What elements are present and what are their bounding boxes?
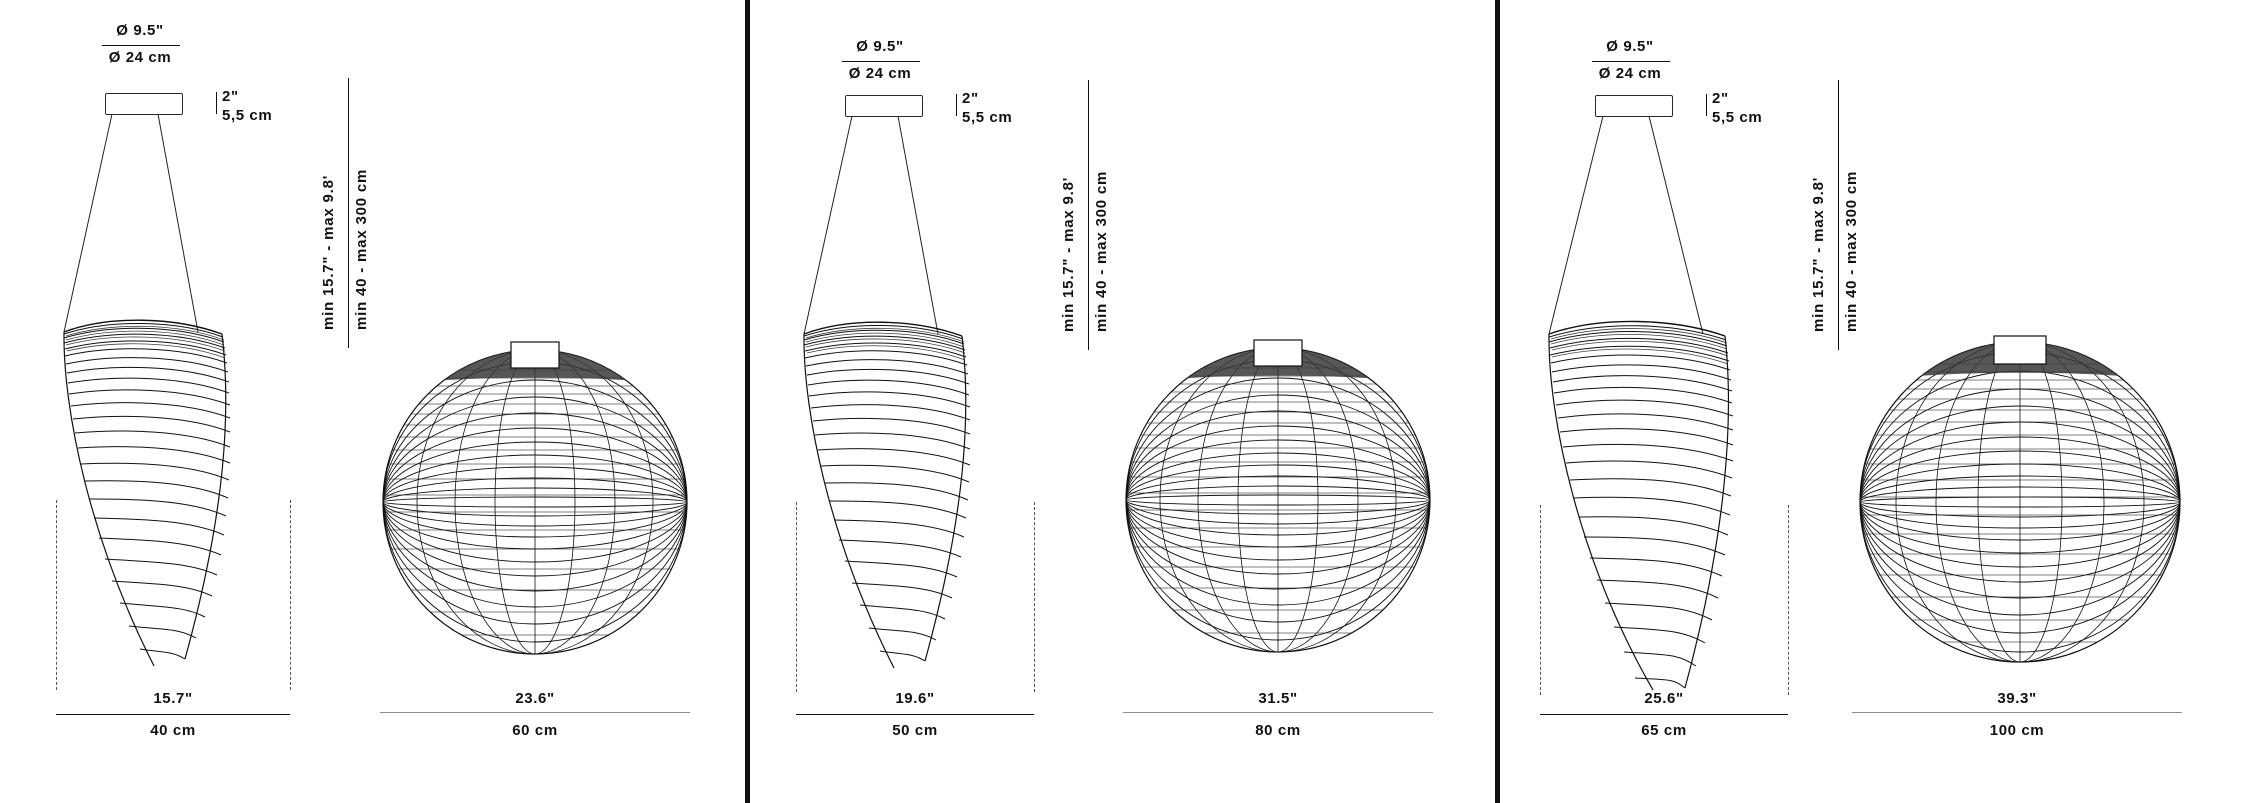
panel-size-large <box>1495 0 2245 803</box>
side-view-lamp <box>790 112 1050 672</box>
side-width-dim-line <box>796 714 1034 715</box>
front-width-inches: 31.5" <box>1258 690 1298 707</box>
suspension-range-cm: min 40 - max 300 cm <box>1843 170 1860 332</box>
canopy-height-inches: 2" <box>222 88 239 105</box>
front-view-lamp <box>1098 328 1458 658</box>
side-width-inches: 19.6" <box>895 690 935 707</box>
side-width-inches: 15.7" <box>153 690 193 707</box>
side-width-extension-left <box>1540 505 1541 695</box>
side-width-dim-line <box>1540 714 1788 715</box>
canopy-diameter-rule <box>102 45 180 46</box>
suspension-extent-line <box>1838 80 1839 350</box>
front-width-dim-line <box>380 712 690 713</box>
canopy-height-cm: 5,5 cm <box>962 109 1013 126</box>
canopy-height-cm: 5,5 cm <box>222 107 273 124</box>
suspension-extent-line <box>1088 80 1089 350</box>
canopy-diameter-cm: Ø 24 cm <box>108 49 172 66</box>
front-width-dim-line <box>1852 712 2182 713</box>
side-width-extension-left <box>56 500 57 690</box>
panel-size-medium <box>745 0 1495 803</box>
suspension-extent-line <box>348 78 349 348</box>
suspension-range-cm: min 40 - max 300 cm <box>353 168 370 330</box>
front-width-inches: 39.3" <box>1997 690 2037 707</box>
suspension-range-cm: min 40 - max 300 cm <box>1093 170 1110 332</box>
side-width-extension-right <box>1788 505 1789 695</box>
front-view-lamp <box>355 330 715 660</box>
front-width-cm: 60 cm <box>512 722 558 739</box>
canopy-diameter-inches: Ø 9.5" <box>1606 38 1654 55</box>
side-view-lamp <box>50 110 310 670</box>
front-width-cm: 100 cm <box>1989 722 2045 739</box>
side-width-extension-right <box>290 500 291 690</box>
canopy-diameter-inches: Ø 9.5" <box>116 22 164 39</box>
front-width-cm: 80 cm <box>1255 722 1301 739</box>
canopy-diameter-cm: Ø 24 cm <box>848 65 912 82</box>
panel-size-small <box>0 0 745 803</box>
canopy-diameter-rule <box>842 61 920 62</box>
front-view-lamp <box>1830 322 2210 667</box>
front-width-inches: 23.6" <box>515 690 555 707</box>
front-width-dim-line <box>1123 712 1433 713</box>
canopy-diameter-cm: Ø 24 cm <box>1598 65 1662 82</box>
side-width-inches: 25.6" <box>1644 690 1684 707</box>
side-view-lamp <box>1535 112 1815 692</box>
suspension-range-inches: min 15.7" - max 9.8' <box>1810 176 1827 332</box>
side-width-cm: 40 cm <box>150 722 196 739</box>
side-width-dim-line <box>56 714 290 715</box>
suspension-range-inches: min 15.7" - max 9.8' <box>1060 176 1077 332</box>
side-width-extension-left <box>796 502 797 692</box>
side-width-cm: 65 cm <box>1641 722 1687 739</box>
canopy-height-inches: 2" <box>962 90 979 107</box>
side-width-extension-right <box>1034 502 1035 692</box>
suspension-range-inches: min 15.7" - max 9.8' <box>320 174 337 330</box>
canopy-height-cm: 5,5 cm <box>1712 109 1763 126</box>
canopy-height-inches: 2" <box>1712 90 1729 107</box>
side-width-cm: 50 cm <box>892 722 938 739</box>
canopy-diameter-inches: Ø 9.5" <box>856 38 904 55</box>
canopy-diameter-rule <box>1592 61 1670 62</box>
